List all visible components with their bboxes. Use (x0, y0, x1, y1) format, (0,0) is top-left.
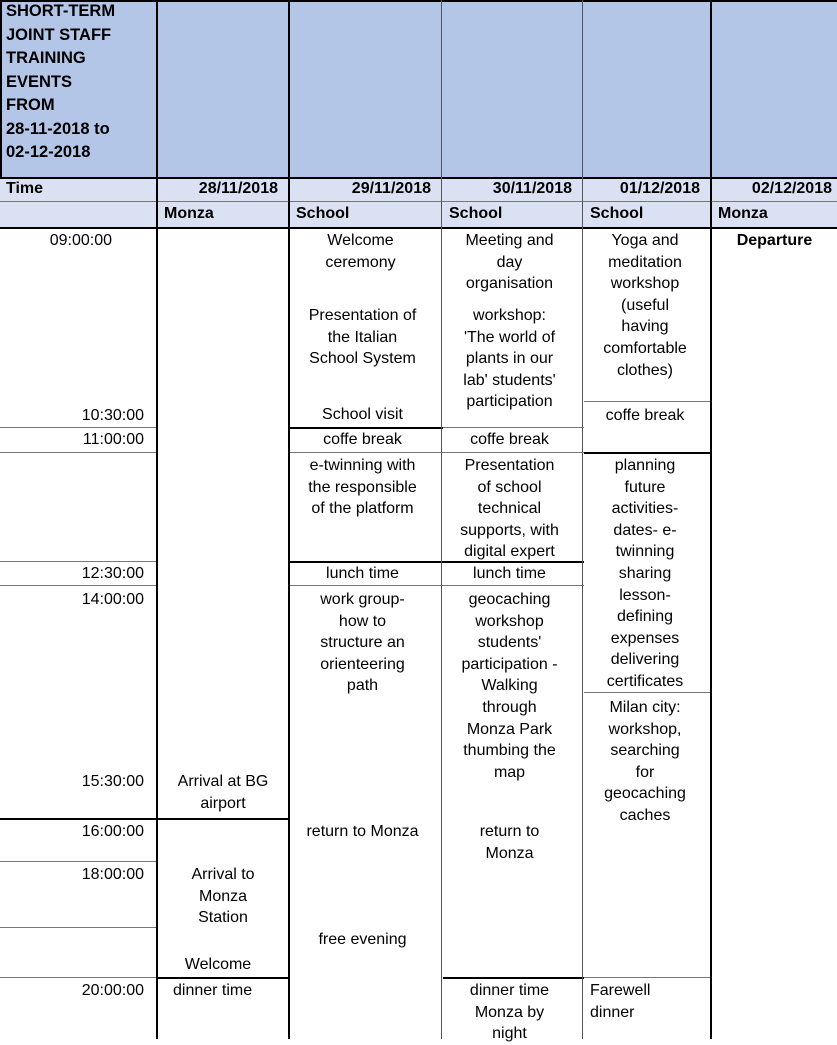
day4-coffee-break: coffe break (605, 407, 685, 424)
grid-line (158, 818, 290, 820)
time-1400: 14:00:00 (81, 591, 144, 608)
grid-line (584, 452, 712, 454)
date-day4: 01/12/2018 (619, 180, 700, 197)
day3-lunch: lunch time (473, 565, 546, 582)
location-day2: School (296, 205, 350, 222)
day2-presentation: Presentation of the Italian School System (308, 307, 417, 368)
grid-line (443, 427, 584, 428)
time-1030: 10:30:00 (81, 407, 144, 424)
time-2000: 20:00:00 (81, 982, 144, 999)
grid-line (443, 977, 584, 979)
grid-line (0, 818, 156, 820)
day3-workshop: workshop: 'The world of plants in our lab' students' participation (463, 307, 556, 411)
grid-line (0, 927, 156, 928)
time-1530: 15:30:00 (81, 773, 144, 790)
date-day1: 28/11/2018 (198, 180, 278, 197)
grid-line (0, 561, 156, 562)
grid-line (290, 561, 443, 563)
grid-line (443, 561, 584, 563)
day2-welcome-ceremony: Welcome ceremony (325, 232, 396, 271)
day3-coffee-break: coffe break (470, 431, 549, 448)
grid-line (0, 427, 156, 428)
grid-line (443, 452, 584, 453)
day2-etwinning: e-twinning with the responsible of the platform (308, 457, 417, 518)
day2-return: return to Monza (306, 823, 419, 840)
day4-farewell: Farewell dinner (590, 982, 651, 1021)
day2-workgroup: work group- how to structure an orienteering path (320, 591, 405, 695)
grid-line (0, 0, 2, 178)
grid-line (441, 0, 442, 1039)
day1-welcome: Welcome (184, 956, 252, 973)
grid-line (584, 401, 712, 402)
time-1100: 11:00:00 (82, 431, 144, 448)
grid-line (0, 861, 156, 862)
grid-line (0, 977, 156, 978)
day1-arrival-airport: Arrival at BG airport (177, 773, 269, 812)
time-1230: 12:30:00 (81, 565, 144, 582)
schedule-title: SHORT-TERM JOINT STAFF TRAINING EVENTS FROM 28-11-2018 to 02-12-2018 (6, 2, 116, 161)
grid-line (288, 0, 290, 1039)
date-day5: 02/12/2018 (751, 180, 832, 197)
day3-presentation: Presentation of school technical supports, with digital expert (460, 457, 559, 561)
grid-line (584, 692, 712, 693)
location-day1: Monza (164, 205, 214, 222)
time-0900: 09:00:00 (49, 232, 112, 249)
time-1800: 18:00:00 (81, 866, 144, 883)
day3-meeting: Meeting and day organisation (465, 232, 554, 293)
day1-arrival-station: Arrival to Monza Station (191, 866, 255, 927)
date-day2: 29/11/2018 (351, 180, 431, 197)
day3-geocaching: geocaching workshop students' participation - Walking through Monza Park thumbing the map (461, 591, 558, 781)
day2-coffee-break: coffe break (323, 431, 402, 448)
day4-planning: planning future activities- dates- e- twinning sharing lesson- defining expenses delivering certificates (606, 457, 684, 690)
date-day3: 30/11/2018 (492, 180, 572, 197)
time-column-header: Time (6, 180, 44, 197)
grid-line (158, 977, 290, 979)
grid-line (290, 427, 443, 429)
grid-line (710, 0, 712, 1039)
location-day3: School (449, 205, 503, 222)
grid-line (290, 585, 443, 586)
grid-line (290, 452, 443, 453)
grid-line (584, 977, 712, 978)
day2-lunch: lunch time (326, 565, 399, 582)
day4-yoga: Yoga and meditation workshop (useful having comfortable clothes) (603, 232, 687, 379)
day3-dinner: dinner time Monza by night (469, 982, 550, 1043)
grid-line (0, 585, 156, 586)
day2-free-evening: free evening (318, 931, 407, 948)
day2-school-visit: School visit (322, 406, 403, 423)
day3-return: return to Monza (479, 823, 540, 862)
grid-line (582, 0, 583, 1039)
grid-line (0, 452, 156, 453)
grid-line (156, 0, 158, 1039)
day1-dinner: dinner time (173, 982, 253, 999)
grid-line (443, 585, 584, 586)
day5-departure: Departure (736, 232, 813, 249)
time-1600: 16:00:00 (81, 823, 144, 840)
day4-milan: Milan city: workshop, searching for geocaching caches (604, 699, 686, 824)
location-day4: School (590, 205, 644, 222)
location-day5: Monza (718, 205, 768, 222)
